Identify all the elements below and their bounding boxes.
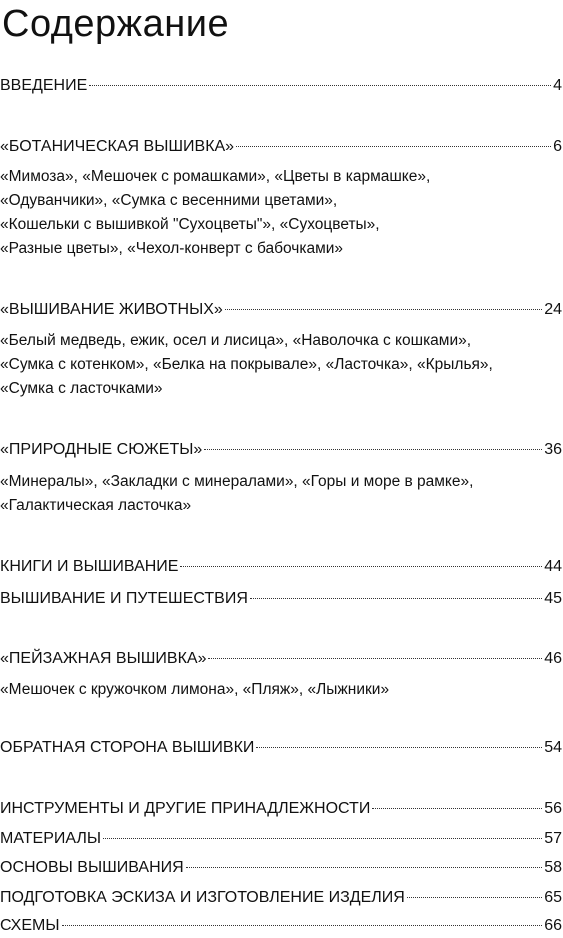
toc-entry-label: ОБРАТНАЯ СТОРОНА ВЫШИВКИ — [0, 739, 255, 756]
toc-entry-page: 45 — [544, 590, 562, 607]
toc-sublist-nature — [0, 470, 562, 518]
toc-entry-label: КНИГИ И ВЫШИВАНИЕ — [0, 558, 179, 575]
sublist-line: «Минералы», «Закладки с минералами», «Горы и море в рамке», — [0, 473, 474, 490]
toc-entry-label: ИНСТРУМЕНТЫ И ДРУГИЕ ПРИНАДЛЕЖНОСТИ — [0, 800, 371, 817]
sublist-line: «Белый медведь, ежик, осел и лисица», «Наволочка с кошками», — [0, 332, 472, 349]
dot-leader — [250, 598, 542, 599]
toc-entry-page: 6 — [553, 138, 562, 155]
toc-entry[interactable] — [0, 440, 562, 460]
toc-entry[interactable] — [0, 888, 562, 908]
dot-leader — [372, 808, 542, 809]
toc-entry-label: «ПЕЙЗАЖНАЯ ВЫШИВКА» — [0, 650, 207, 667]
dot-leader — [208, 658, 542, 659]
toc-entry-label: ПОДГОТОВКА ЭСКИЗА И ИЗГОТОВЛЕНИЕ ИЗДЕЛИЯ — [0, 889, 405, 906]
sublist-line: «Мешочек с кружочком лимона», «Пляж», «Лыжники» — [0, 681, 390, 698]
dot-leader — [103, 838, 542, 839]
toc-entry[interactable] — [0, 649, 562, 669]
toc-entry-page: 58 — [544, 859, 562, 876]
sublist-line: «Сумка с котенком», «Белка на покрывале», «Ласточка», «Крылья», — [0, 356, 493, 373]
toc-entry-page: 44 — [544, 558, 562, 575]
dot-leader — [407, 897, 542, 898]
toc-entry-label: ОСНОВЫ ВЫШИВАНИЯ — [0, 859, 184, 876]
page-title: Содержание — [2, 3, 230, 45]
dot-leader — [236, 146, 551, 147]
sublist-line: «Сумка с ласточками» — [0, 380, 163, 397]
toc-entry[interactable] — [0, 557, 562, 577]
toc-entry[interactable] — [0, 300, 562, 320]
dot-leader — [62, 925, 543, 926]
sublist-line: «Разные цветы», «Чехол-конверт с бабочками» — [0, 240, 344, 257]
toc-entry-page: 66 — [544, 917, 562, 934]
toc-entry-label: МАТЕРИАЛЫ — [0, 830, 102, 847]
toc-entry-label: ВВЕДЕНИЕ — [0, 77, 88, 94]
sublist-line: «Одуванчики», «Сумка с весенними цветами», — [0, 192, 338, 209]
toc-entry-page: 36 — [544, 441, 562, 458]
toc-entry[interactable] — [0, 76, 562, 96]
toc-entry[interactable] — [0, 799, 562, 819]
toc-entry[interactable] — [0, 829, 562, 849]
dot-leader — [256, 747, 542, 748]
toc-entry-label: «ПРИРОДНЫЕ СЮЖЕТЫ» — [0, 441, 203, 458]
sublist-line: «Кошельки с вышивкой "Сухоцветы"», «Сухоцветы», — [0, 216, 380, 233]
dot-leader — [204, 449, 542, 450]
sublist-line: «Галактическая ласточка» — [0, 497, 192, 514]
toc-entry-page: 4 — [553, 77, 562, 94]
toc-entry[interactable] — [0, 738, 562, 758]
toc-entry[interactable] — [0, 916, 562, 936]
toc-entry-label: «ВЫШИВАНИЕ ЖИВОТНЫХ» — [0, 301, 223, 318]
toc-entry-page: 54 — [544, 739, 562, 756]
toc-entry-page: 46 — [544, 650, 562, 667]
toc-entry[interactable] — [0, 137, 562, 157]
toc-entry-page: 24 — [544, 301, 562, 318]
toc-sublist-landscape — [0, 678, 562, 702]
sublist-line: «Мимоза», «Мешочек с ромашками», «Цветы в кармашке», — [0, 168, 431, 185]
toc-entry[interactable] — [0, 589, 562, 609]
toc-sublist-botanical — [0, 165, 562, 261]
toc-entry-label: СХЕМЫ — [0, 917, 60, 934]
dot-leader — [180, 566, 542, 567]
toc-entry-page: 65 — [544, 889, 562, 906]
dot-leader — [225, 309, 542, 310]
toc-entry[interactable] — [0, 858, 562, 878]
toc-entry-label: ВЫШИВАНИЕ И ПУТЕШЕСТВИЯ — [0, 590, 248, 607]
toc-sublist-animals — [0, 329, 562, 401]
toc-entry-page: 56 — [544, 800, 562, 817]
dot-leader — [89, 85, 551, 86]
dot-leader — [186, 867, 543, 868]
toc-entry-page: 57 — [544, 830, 562, 847]
toc-entry-label: «БОТАНИЧЕСКАЯ ВЫШИВКА» — [0, 138, 235, 155]
